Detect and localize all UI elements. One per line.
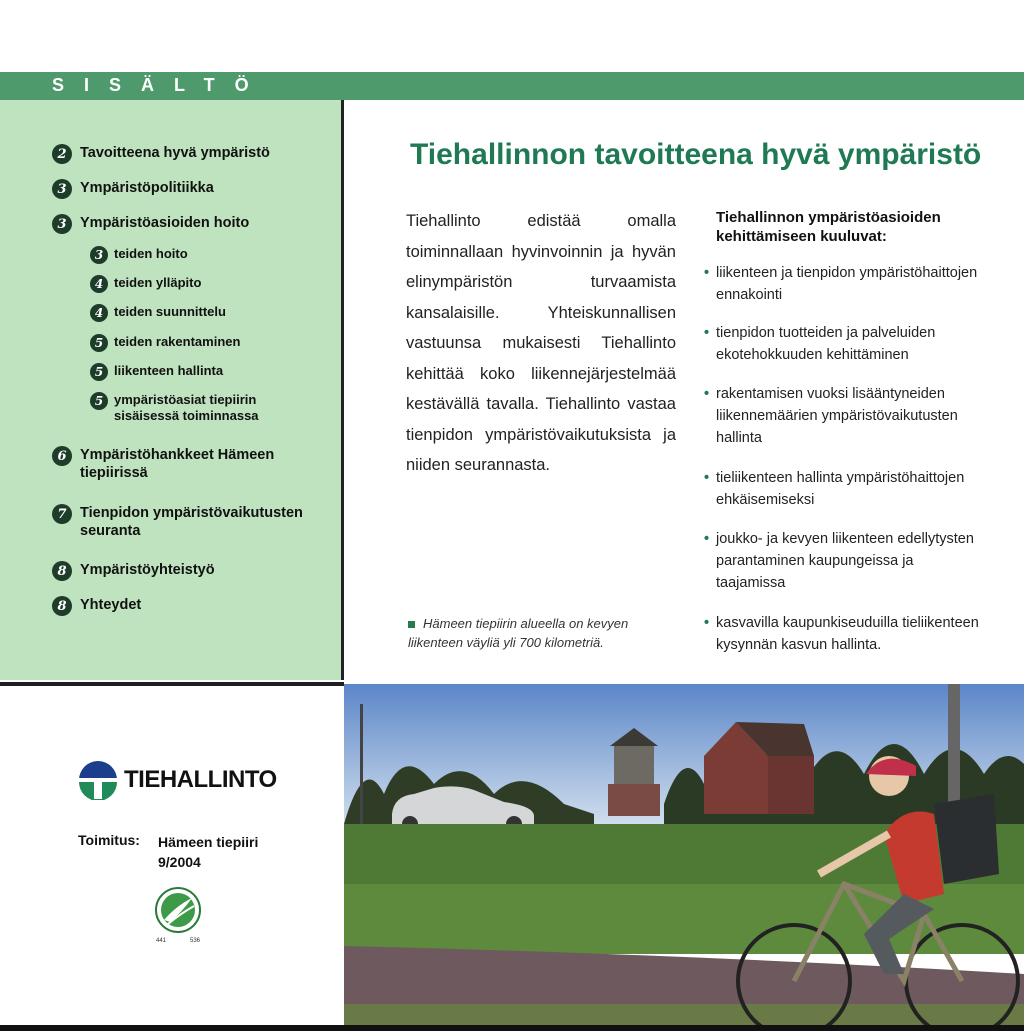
cyclist-photo [344, 684, 1024, 1031]
publisher-name: Hämeen tiepiiri [158, 834, 259, 850]
toc-subitem[interactable] [90, 392, 290, 424]
ecolabel-number-right: 536 [190, 938, 201, 944]
list-item [704, 383, 984, 449]
toc-item-label: Ympäristöpolitiikka [80, 180, 214, 196]
intro-paragraph: Tiehallinto edistää omalla toiminnallaan hyvinvoinnin ja hyvän elinympäristön turvaamista kansalaisille. Yhteiskunnallisen vastuunsa mukaisesti Tiehallinto kehittää koko liikennejärjestelmää kestävällä tavalla. Tiehallinto vastaa tienpidon ympäristövaikutuksista ja niiden seurannasta. [406, 212, 676, 474]
list-item-text: tienpidon tuotteiden ja palveluiden ekotehokkuuden kehittäminen [716, 325, 936, 363]
publisher-value [158, 832, 258, 872]
publisher-info [78, 832, 258, 872]
toc-subitem[interactable] [90, 334, 240, 352]
page-number-badge: 5 [90, 363, 108, 381]
page-number-badge: 7 [52, 504, 72, 524]
toc-item-label: teiden ylläpito [114, 275, 202, 290]
toc-subitem[interactable] [90, 246, 188, 264]
page-number-badge: 8 [52, 596, 72, 616]
toc-item[interactable] [52, 446, 312, 482]
page-number-badge: 6 [52, 446, 72, 466]
page-number-badge: 4 [90, 275, 108, 293]
logo-icon [78, 760, 118, 800]
page-number-badge: 3 [90, 246, 108, 264]
photo-caption [408, 614, 678, 652]
toc-item[interactable] [52, 179, 214, 199]
toc-item[interactable] [52, 144, 270, 164]
list-item [704, 528, 984, 594]
toc-item-label: teiden rakentaminen [114, 334, 241, 349]
toc-item[interactable] [52, 596, 141, 616]
caption-text: Hämeen tiepiirin alueella on kevyen liikenteen väyliä yli 700 kilometriä. [408, 616, 629, 650]
toc-item[interactable] [52, 214, 249, 234]
list-item [704, 262, 984, 306]
logo-text: TIEHALLINTO [124, 766, 277, 793]
toc-item-label: liikenteen hallinta [114, 363, 224, 378]
bullet-icon: • [704, 531, 710, 547]
list-item-text: liikenteen ja tienpidon ympäristöhaittojen ennakointi [716, 265, 978, 303]
publisher-label: Toimitus: [78, 832, 140, 848]
toc-item-label: Ympäristöyhteistyö [80, 562, 215, 578]
bullet-icon: • [704, 265, 710, 281]
toc-item-label: teiden suunnittelu [114, 304, 226, 319]
toc-item[interactable] [52, 504, 332, 540]
list-item-text: kasvavilla kaupunkiseuduilla tieliikenteen kysynnän kasvun hallinta. [716, 615, 979, 653]
list-heading: Tiehallinnon ympäristöasioiden kehittämiseen kuuluvat: [716, 209, 941, 245]
page-number-badge: 8 [52, 561, 72, 581]
page-number-badge: 2 [52, 144, 72, 164]
toc-item-label: Yhteydet [80, 597, 142, 613]
toc-subitem[interactable] [90, 363, 223, 381]
page-number-badge: 4 [90, 304, 108, 322]
toc-item-label: Tienpidon ympäristövaikutusten seuranta [80, 505, 303, 539]
tiehallinto-logo [78, 760, 277, 800]
nordic-ecolabel-icon [154, 886, 202, 934]
list-item [704, 612, 984, 656]
toc-subitem[interactable] [90, 275, 201, 293]
toc-subitem[interactable] [90, 304, 226, 322]
section-title: SISÄLTÖ [52, 75, 269, 95]
list-item-text: joukko- ja kevyen liikenteen edellytysten parantaminen kaupungeissa ja taajamissa [716, 531, 974, 591]
bullet-icon: • [704, 470, 710, 486]
list-item-text: rakentamisen vuoksi lisääntyneiden liikennemäärien ympäristövaikutusten hallinta [716, 386, 958, 446]
page-number-badge: 3 [52, 214, 72, 234]
bullet-icon: • [704, 325, 710, 341]
page-title: Tiehallinnon tavoitteena hyvä ympäristö [410, 138, 982, 171]
list-item-text: tieliikenteen hallinta ympäristöhaittojen ehkäisemiseksi [716, 470, 965, 508]
bottom-border [0, 1025, 1024, 1031]
toc-item-label: teiden hoito [114, 246, 188, 261]
square-bullet-icon [408, 621, 415, 628]
list-item [704, 322, 984, 366]
list-item [704, 467, 984, 511]
page-number-badge: 3 [52, 179, 72, 199]
bullet-icon: • [704, 615, 710, 631]
bullet-icon: • [704, 386, 710, 402]
toc-item-label: Ympäristöasioiden hoito [80, 215, 250, 231]
toc-item-label: Ympäristöhankkeet Hämeen tiepiirissä [80, 447, 275, 481]
toc-item-label: ympäristöasiat tiepiirin sisäisessä toiminnassa [114, 392, 259, 423]
page-number-badge: 5 [90, 334, 108, 352]
toc-item[interactable] [52, 561, 215, 581]
ecolabel-number-left: 441 [156, 938, 167, 944]
toc-item-label: Tavoitteena hyvä ympäristö [80, 145, 270, 161]
page-number-badge: 5 [90, 392, 108, 410]
publication-date: 9/2004 [158, 854, 201, 870]
divider [0, 682, 344, 686]
